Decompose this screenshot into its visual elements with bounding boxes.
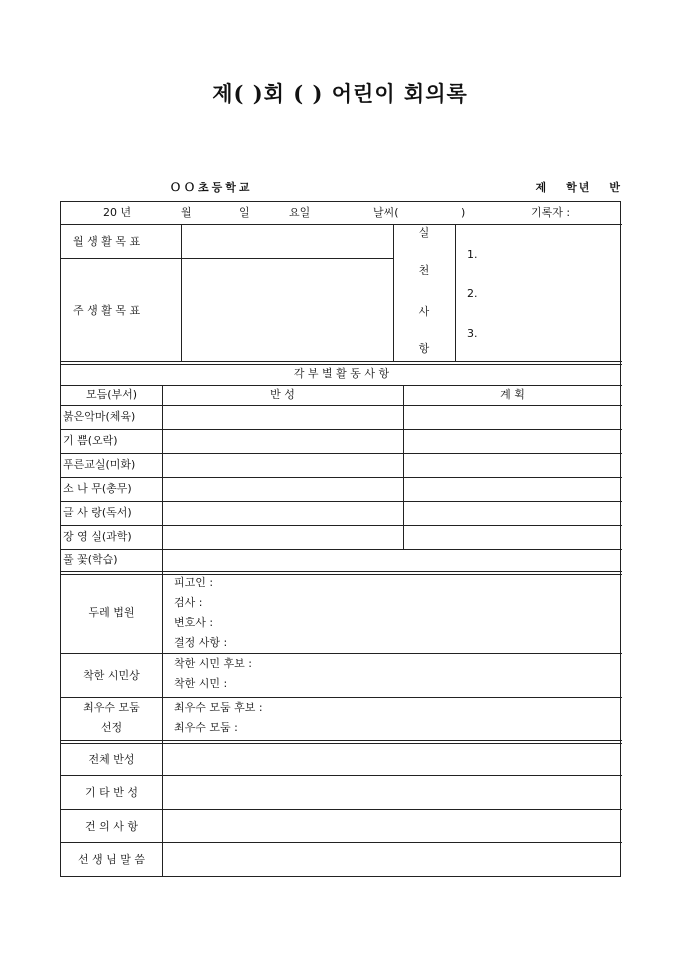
overall-reflection-label: 전체 반성 xyxy=(88,753,135,766)
practice-char: 항 xyxy=(418,342,430,355)
group-name: 붉은악마(체육) xyxy=(63,410,136,423)
practice-item: 1. xyxy=(467,248,478,261)
practice-char: 사 xyxy=(418,305,430,318)
rule xyxy=(61,842,622,843)
rule xyxy=(61,453,622,454)
group-name: 소 나 무(총무) xyxy=(63,482,132,495)
court-line: 변호사 : xyxy=(174,616,214,629)
day-field: 일 xyxy=(239,206,250,219)
col-reflect-header: 반 성 xyxy=(270,388,295,401)
court-line: 피고인 : xyxy=(174,576,214,589)
citizen-line: 착한 시민 후보 : xyxy=(174,657,252,670)
school-name: ＯＯ초등학교 xyxy=(170,181,253,194)
rule xyxy=(61,697,622,698)
grade-prefix: 제 xyxy=(535,181,549,194)
practice-item: 2. xyxy=(467,287,478,300)
group-name: 푸른교실(미화) xyxy=(63,458,136,471)
weekly-goal-label: 주 생 활 목 표 xyxy=(73,304,141,317)
best-group-line: 최우수 모둠 후보 : xyxy=(174,701,263,714)
best-group-label: 최우수 모둠 xyxy=(83,701,140,714)
rule xyxy=(61,501,622,502)
citizen-line: 착한 시민 : xyxy=(174,677,228,690)
rule xyxy=(181,258,393,259)
rule xyxy=(61,574,622,575)
rule xyxy=(61,549,622,550)
rule xyxy=(162,385,163,877)
year-field: 20 년 xyxy=(103,206,132,219)
recorder-field: 기록자 : xyxy=(531,206,571,219)
grade-unit: 학년 xyxy=(566,181,592,194)
rule xyxy=(61,653,622,654)
class-unit: 반 xyxy=(609,181,622,194)
rule xyxy=(455,224,456,361)
court-line: 결정 사항 : xyxy=(174,636,228,649)
practice-char: 천 xyxy=(418,264,430,277)
rule xyxy=(61,525,622,526)
group-name: 풀 꽃(학습) xyxy=(63,553,118,566)
teacher-words-label: 선 생 님 말 씀 xyxy=(77,853,146,866)
suggestions-label: 건 의 사 항 xyxy=(85,820,138,833)
rule xyxy=(181,224,182,361)
grade-class xyxy=(517,179,622,195)
weekday-field: 요일 xyxy=(289,206,311,219)
rule xyxy=(61,743,622,744)
month-field: 월 xyxy=(181,206,192,219)
rule xyxy=(61,258,181,259)
rule xyxy=(61,740,622,741)
rule xyxy=(61,405,622,406)
rule xyxy=(61,224,622,225)
weather-close: ) xyxy=(461,206,466,219)
weather-field: 날씨( xyxy=(373,206,399,219)
dept-section-title: 각 부 별 활 동 사 항 xyxy=(293,367,390,380)
col-plan-header: 계 획 xyxy=(500,388,525,401)
rule xyxy=(61,385,622,386)
rule xyxy=(61,809,622,810)
rule xyxy=(393,224,394,361)
minutes-form xyxy=(60,201,621,877)
rule xyxy=(61,477,622,478)
group-name: 글 사 랑(독서) xyxy=(63,506,132,519)
col-group-header: 모듬(부서) xyxy=(85,388,138,401)
court-line: 검사 : xyxy=(174,596,203,609)
rule xyxy=(61,429,622,430)
rule xyxy=(61,571,622,572)
monthly-goal-label: 월 생 활 목 표 xyxy=(73,235,141,248)
group-name: 장 영 실(과학) xyxy=(63,530,132,543)
best-group-line: 최우수 모둠 : xyxy=(174,721,238,734)
other-reflection-label: 기 타 반 성 xyxy=(85,786,138,799)
practice-item: 3. xyxy=(467,327,478,340)
document-title: 제( )회 ( ) 어린이 회의록 xyxy=(212,81,468,106)
group-name: 기 쁨(오락) xyxy=(63,434,118,447)
best-group-label-2: 선정 xyxy=(100,721,123,734)
court-label: 두레 법원 xyxy=(88,606,135,619)
rule xyxy=(403,385,404,549)
rule xyxy=(61,361,622,362)
practice-char: 실 xyxy=(418,226,430,239)
rule xyxy=(61,364,622,365)
citizen-label: 착한 시민상 xyxy=(83,669,140,682)
rule xyxy=(61,775,622,776)
